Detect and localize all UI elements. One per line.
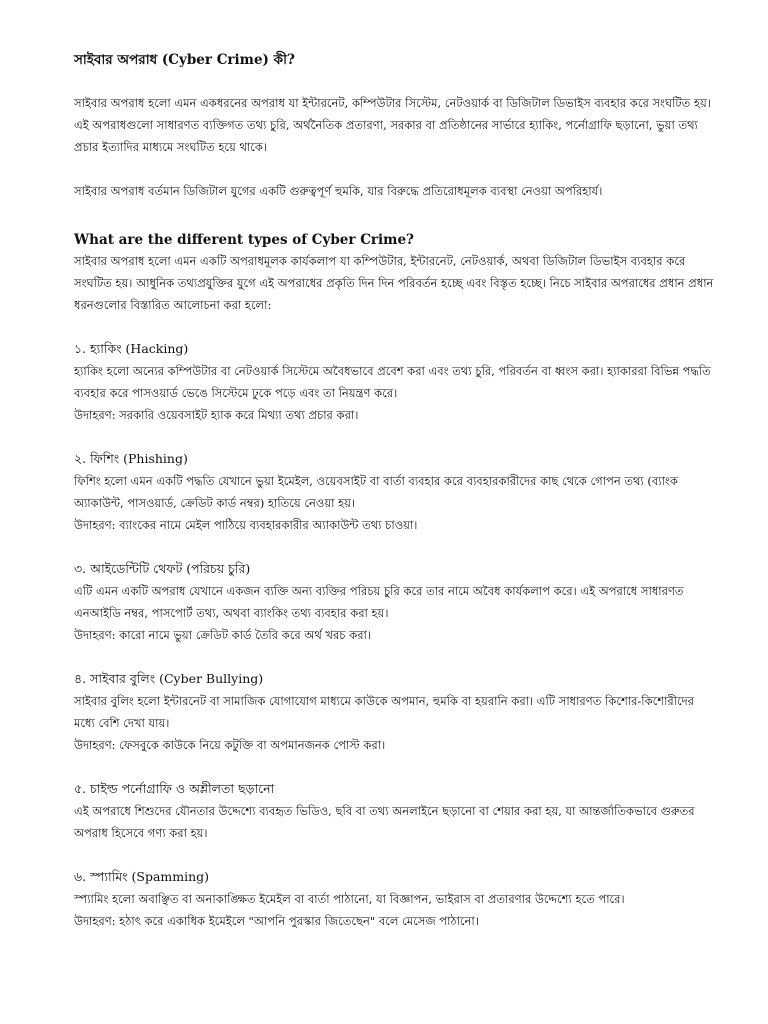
types-intro-paragraph: সাইবার অপরাধ হলো এমন একটি অপরাধমূলক কার্যকলাপ যা কম্পিউটার, ইন্টারনেট, নেটওয়ার্ক, অথবা ডিজিটাল ডিভাইস ব্যবহার করে সংঘটিত হয়। আধুনিক তথ্যপ্রযুক্তির যুগে এই অপরাধের প্রকৃতি দিন দিন পরিবর্তন হচ্ছে এবং বিস্তৃত হচ্ছে। নিচে সাইবার অপরাধের প্রধান প্রধান ধরনগুলোর বিস্তারিত আলোচনা করা হলো: [74, 254, 714, 312]
section-body: এটি এমন একটি অপরাধ যেখানে একজন ব্যক্তি অন্য ব্যক্তির পরিচয় চুরি করে তার নামে অবৈধ কার্যকলাপ করে। এই অপরাধে সাধারণত এনআইডি নম্বর, পাসপোর্ট তথ্য, অথবা ব্যাংকিং তথ্য ব্যবহার করা হয়। [74, 584, 684, 620]
spacer [74, 158, 716, 180]
intro-paragraph-2: সাইবার অপরাধ বর্তমান ডিজিটাল যুগের একটি গুরুত্বপূর্ণ হুমকি, যার বিরুদ্ধে প্রতিরোধমূলক ব্যবস্থা নেওয়া অপরিহার্য। [74, 184, 603, 198]
section-body: ফিশিং হলো এমন একটি পদ্ধতি যেখানে ভুয়া ইমেইল, ওয়েবসাইট বা বার্তা ব্যবহার করে ব্যবহারকারীদের কাছ থেকে গোপন তথ্য (ব্যাংক অ্যাকাউন্ট, পাসওয়ার্ড, ক্রেডিট কার্ড নম্বর) হাতিয়ে নেওয়া হয়। [74, 474, 678, 510]
spacer [74, 844, 716, 866]
spacer [74, 756, 716, 778]
spacer [74, 536, 716, 558]
section-body: হ্যাকিং হলো অন্যের কম্পিউটার বা নেটওয়ার্ক সিস্টেমে অবৈধভাবে প্রবেশ করা এবং তথ্য চুরি, পরিবর্তন বা ধ্বংস করা। হ্যাকাররা বিভিন্ন পদ্ধতি ব্যবহার করে পাসওয়ার্ড ভেঙে সিস্টেমে ঢুকে পড়ে এবং তা নিয়ন্ত্রণ করে। [74, 364, 711, 400]
section-title: ৫. চাইল্ড পর্নোগ্রাফি ও অশ্লীলতা ছড়ানো [74, 781, 275, 796]
section-example: উদাহরণ: হঠাৎ করে একাধিক ইমেইলে "আপনি পুরস্কার জিতেছেন" বলে মেসেজ পাঠানো। [74, 914, 479, 928]
section-title: ১. হ্যাকিং (Hacking) [74, 341, 189, 356]
section-body: সাইবার বুলিং হলো ইন্টারনেট বা সামাজিক যোগাযোগ মাধ্যমে কাউকে অপমান, হুমকি বা হয়রানি করা। এটি সাধারণত কিশোর-কিশোরীদের মধ্যে বেশি দেখা যায়। [74, 694, 695, 730]
section-example: উদাহরণ: ব্যাংকের নামে মেইল পাঠিয়ে ব্যবহারকারীর অ্যাকাউন্ট তথ্য চাওয়া। [74, 518, 418, 532]
section-title: ৩. আইডেন্টিটি থেফট (পরিচয় চুরি) [74, 561, 251, 576]
crime-type-section [74, 778, 716, 844]
crime-type-section [74, 448, 716, 536]
section-example: উদাহরণ: ফেসবুকে কাউকে নিয়ে কটুক্তি বা অপমানজনক পোস্ট করা। [74, 738, 386, 752]
section-body: স্প্যামিং হলো অবাঞ্ছিত বা অনাকাঙ্ক্ষিত ইমেইল বা বার্তা পাঠানো, যা বিজ্ঞাপন, ভাইরাস বা প্রতারণার উদ্দেশ্যে হতে পারে। [74, 892, 625, 906]
section-title: ৬. স্প্যামিং (Spamming) [74, 869, 210, 884]
spacer [74, 646, 716, 668]
spacer [74, 426, 716, 448]
section-example: উদাহরণ: সরকারি ওয়েবসাইট হ্যাক করে মিথ্যা তথ্য প্রচার করা। [74, 408, 359, 422]
spacer [74, 70, 716, 92]
crime-type-section [74, 338, 716, 426]
spacer [74, 316, 716, 338]
section-title: ২. ফিশিং (Phishing) [74, 451, 188, 466]
crime-type-section [74, 866, 716, 932]
section-body: এই অপরাধে শিশুদের যৌনতার উদ্দেশ্যে ব্যবহৃত ভিডিও, ছবি বা তথ্য অনলাইনে ছড়ানো বা শেয়ার করা হয়, যা আন্তর্জাতিকভাবে গুরুতর অপরাধ হিসেবে গণ্য করা হয়। [74, 804, 695, 840]
intro-paragraph-1: সাইবার অপরাধ হলো এমন একধরনের অপরাধ যা ইন্টারনেট, কম্পিউটার সিস্টেম, নেটওয়ার্ক বা ডিজিটাল ডিভাইস ব্যবহার করে সংঘটিত হয়। এই অপরাধগুলো সাধারণত ব্যক্তিগত তথ্য চুরি, অর্থনৈতিক প্রতারণা, সরকার বা প্রতিষ্ঠানের সার্ভারে হ্যাকিং, পর্নোগ্রাফি ছড়ানো, ভুয়া তথ্য প্রচার ইত্যাদির মাধ্যমে সংঘটিত হয়ে থাকে। [74, 96, 711, 154]
section-title: ৪. সাইবার বুলিং (Cyber Bullying) [74, 671, 264, 686]
crime-type-section [74, 668, 716, 756]
document-title: সাইবার অপরাধ (Cyber Crime) কী? [74, 52, 295, 68]
types-heading: What are the different types of Cyber Crime? [74, 232, 414, 248]
section-example: উদাহরণ: কারো নামে ভুয়া ক্রেডিট কার্ড তৈরি করে অর্থ খরচ করা। [74, 628, 371, 642]
crime-type-section [74, 558, 716, 646]
spacer [74, 202, 716, 230]
